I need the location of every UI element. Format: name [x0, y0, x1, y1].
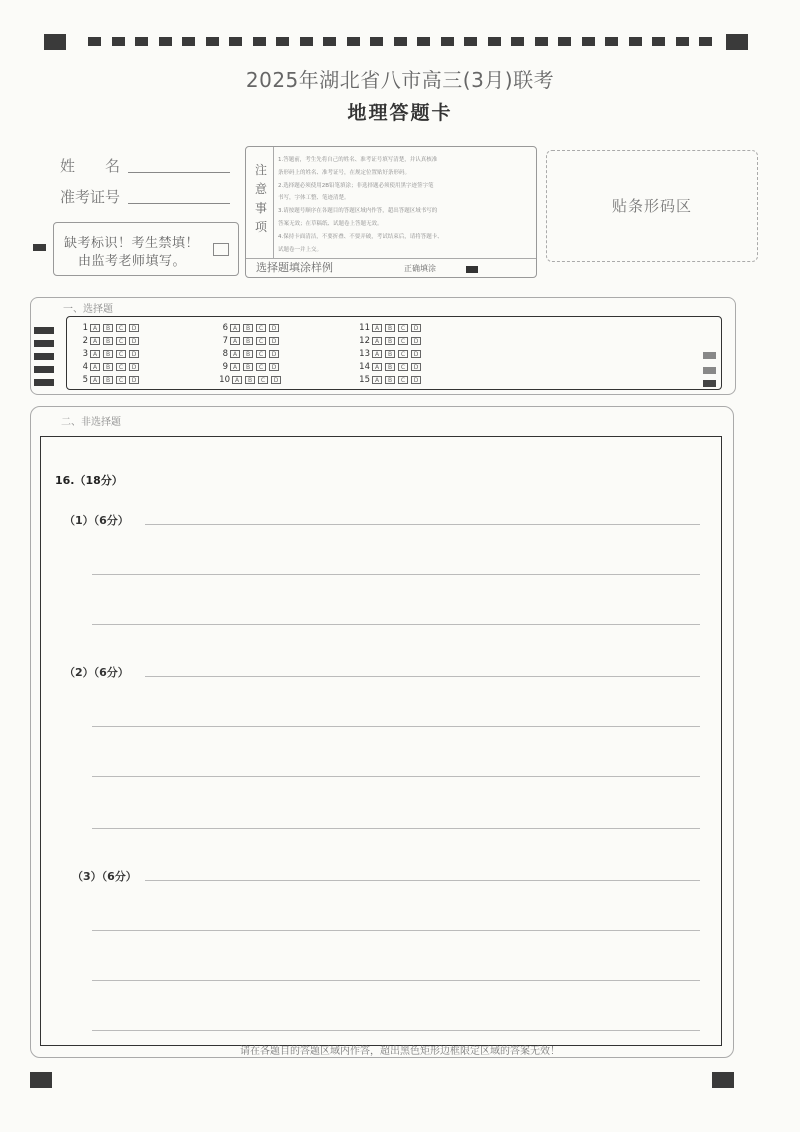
corner-mark-bottom-right: [712, 1072, 734, 1088]
option-bubble-b[interactable]: B: [243, 350, 253, 358]
notice-item: 条形码上的姓名、准考证号，在规定位置贴好条形码。: [278, 169, 411, 176]
side-mark: [33, 244, 46, 251]
option-bubble-b[interactable]: B: [385, 324, 395, 332]
row-mark: [34, 327, 54, 334]
option-bubble-b[interactable]: B: [243, 324, 253, 332]
correct-fill-sample: [466, 266, 478, 273]
option-bubble-d[interactable]: D: [129, 337, 139, 345]
timing-mark: [535, 37, 548, 46]
absence-line1: 缺考标识！考生禁填！: [64, 236, 200, 251]
timing-mark: [135, 37, 148, 46]
answer-line[interactable]: [92, 980, 700, 981]
option-bubble-b[interactable]: B: [245, 376, 255, 384]
choice-question-8: [216, 349, 282, 359]
question-number: 7: [222, 336, 228, 346]
id-label: 准考证号: [60, 188, 121, 206]
choice-question-2: [76, 336, 142, 346]
option-bubble-a[interactable]: A: [230, 337, 240, 345]
timing-mark: [699, 37, 712, 46]
timing-mark: [88, 37, 101, 46]
option-bubble-c[interactable]: C: [398, 324, 408, 332]
option-bubble-d[interactable]: D: [129, 363, 139, 371]
notice-item: 3.请按题号顺序在各题目的答题区域内作答，超出答题区域书写的: [278, 208, 438, 215]
question-number: 4: [82, 362, 88, 372]
option-bubble-a[interactable]: A: [90, 337, 100, 345]
option-bubble-d[interactable]: D: [271, 376, 281, 384]
timing-mark: [112, 37, 125, 46]
option-bubble-a[interactable]: A: [372, 324, 382, 332]
timing-mark: [276, 37, 289, 46]
choice-question-3: [76, 349, 142, 359]
option-bubble-a[interactable]: A: [372, 363, 382, 371]
right-mark: [703, 352, 716, 359]
timing-mark: [605, 37, 618, 46]
answer-line[interactable]: [92, 1030, 700, 1031]
option-bubble-a[interactable]: A: [372, 350, 382, 358]
footer-warning: 请在各题目的答题区域内作答，超出黑色矩形边框限定区域的答案无效！: [240, 1046, 560, 1057]
answer-line[interactable]: [92, 624, 700, 625]
notice-item: 1.答题前，考生先将自己的姓名、准考证号填写清楚，并认真核准: [278, 157, 438, 163]
timing-mark: [253, 37, 266, 46]
timing-mark: [300, 37, 313, 46]
option-bubble-c[interactable]: C: [398, 350, 408, 358]
corner-mark-top-left: [44, 34, 66, 50]
choice-question-10: [216, 375, 284, 385]
option-bubble-c[interactable]: C: [116, 363, 126, 371]
timing-mark: [464, 37, 477, 46]
choice-question-5: [76, 375, 142, 385]
question-number: 1: [82, 323, 88, 333]
option-bubble-a[interactable]: A: [230, 363, 240, 371]
card-title: 地理答题卡: [347, 102, 453, 124]
notice-item: 书写，字体工整、笔迹清楚。: [278, 195, 350, 202]
choice-question-7: [216, 336, 282, 346]
timing-mark: [370, 37, 383, 46]
notice-item: 试题卷一并上交。: [278, 246, 323, 253]
option-bubble-c[interactable]: C: [116, 324, 126, 332]
option-bubble-b[interactable]: B: [103, 363, 113, 371]
question-number: 3: [82, 349, 88, 359]
name-field[interactable]: [128, 172, 230, 173]
question-number: 6: [222, 323, 228, 333]
notice-item: 4.保持卡面清洁，不要折叠、不要弄破，考试结束后，请将答题卡、: [278, 233, 443, 240]
absence-checkbox[interactable]: [213, 243, 229, 256]
option-bubble-b[interactable]: B: [385, 337, 395, 345]
timing-mark: [323, 37, 336, 46]
option-bubble-c[interactable]: C: [116, 350, 126, 358]
notice-item: 2.选择题必须使用2B铅笔填涂；非选择题必须使用黑字迹签字笔: [278, 182, 434, 189]
right-mark: [703, 367, 716, 374]
row-mark: [34, 379, 54, 386]
notice-items: [278, 154, 528, 256]
barcode-area[interactable]: [546, 150, 758, 262]
notice-divider: [273, 147, 274, 259]
option-bubble-a[interactable]: A: [90, 350, 100, 358]
option-bubble-a[interactable]: A: [90, 363, 100, 371]
option-bubble-b[interactable]: B: [385, 376, 395, 384]
timing-mark: [206, 37, 219, 46]
option-bubble-b[interactable]: B: [103, 350, 113, 358]
question-number: 15: [359, 375, 370, 385]
option-bubble-a[interactable]: A: [232, 376, 242, 384]
choice-question-12: [356, 336, 424, 346]
option-bubble-b[interactable]: B: [385, 350, 395, 358]
choice-question-11: [356, 323, 424, 333]
answer-line[interactable]: [145, 880, 700, 881]
option-bubble-d[interactable]: D: [129, 350, 139, 358]
timing-mark: [229, 37, 242, 46]
option-bubble-d[interactable]: D: [411, 350, 421, 358]
answer-area-q16[interactable]: [40, 436, 722, 1046]
option-bubble-b[interactable]: B: [243, 337, 253, 345]
question-number: 8: [222, 349, 228, 359]
option-bubble-a[interactable]: A: [372, 337, 382, 345]
timing-mark: [488, 37, 501, 46]
correct-fill-label: 正确填涂: [404, 264, 436, 273]
timing-mark: [511, 37, 524, 46]
corner-mark-bottom-left: [30, 1072, 52, 1088]
option-bubble-d[interactable]: D: [129, 324, 139, 332]
question-number: 5: [82, 375, 88, 385]
notice-heading: 注 意 事 项: [254, 163, 267, 234]
answer-line[interactable]: [92, 776, 700, 777]
timing-mark: [676, 37, 689, 46]
fill-sample-label: 选择题填涂样例: [256, 261, 333, 274]
row-mark: [34, 353, 54, 360]
answer-line[interactable]: [145, 676, 700, 677]
option-bubble-d[interactable]: D: [269, 363, 279, 371]
option-bubble-c[interactable]: C: [256, 350, 266, 358]
part-1-label: （1）（6分）: [64, 514, 129, 527]
question-number: 13: [359, 349, 370, 359]
notice-box: [245, 146, 537, 278]
option-bubble-d[interactable]: D: [269, 324, 279, 332]
timing-mark: [629, 37, 642, 46]
row-mark: [34, 340, 54, 347]
question-number: 14: [359, 362, 370, 372]
choice-question-9: [216, 362, 282, 372]
id-field[interactable]: [128, 203, 230, 204]
exam-title: 2025年湖北省八市高三(3月)联考: [245, 68, 555, 92]
answer-line[interactable]: [92, 574, 700, 575]
timing-mark: [182, 37, 195, 46]
option-bubble-c[interactable]: C: [256, 363, 266, 371]
timing-marks-top: [88, 37, 712, 46]
question-number: 2: [82, 336, 88, 346]
timing-mark: [417, 37, 430, 46]
answer-line[interactable]: [92, 930, 700, 931]
corner-mark-top-right: [726, 34, 748, 50]
option-bubble-d[interactable]: D: [411, 337, 421, 345]
option-bubble-d[interactable]: D: [129, 376, 139, 384]
section2-label: 二、非选择题: [61, 417, 121, 428]
option-bubble-b[interactable]: B: [103, 324, 113, 332]
option-bubble-d[interactable]: D: [411, 376, 421, 384]
option-bubble-c[interactable]: C: [256, 337, 266, 345]
option-bubble-c[interactable]: C: [398, 337, 408, 345]
barcode-label: 贴条形码区: [611, 197, 692, 215]
right-mark: [703, 380, 716, 387]
option-bubble-a[interactable]: A: [90, 324, 100, 332]
option-bubble-d[interactable]: D: [269, 337, 279, 345]
option-bubble-c[interactable]: C: [398, 363, 408, 371]
choice-question-6: [216, 323, 282, 333]
option-bubble-c[interactable]: C: [116, 376, 126, 384]
timing-mark: [582, 37, 595, 46]
part-3-label: （3）（6分）: [72, 870, 137, 883]
question-number: 10: [219, 375, 230, 385]
absence-line2: 由监考老师填写。: [78, 254, 187, 269]
timing-mark: [558, 37, 571, 46]
option-bubble-c[interactable]: C: [116, 337, 126, 345]
option-bubble-b[interactable]: B: [103, 337, 113, 345]
answer-line[interactable]: [92, 828, 700, 829]
question-number: 11: [359, 323, 370, 333]
answer-line[interactable]: [145, 524, 700, 525]
choice-question-13: [356, 349, 424, 359]
option-bubble-b[interactable]: B: [385, 363, 395, 371]
row-mark: [34, 366, 54, 373]
option-bubble-a[interactable]: A: [372, 376, 382, 384]
choice-question-1: [76, 323, 142, 333]
option-bubble-c[interactable]: C: [256, 324, 266, 332]
question-number: 12: [359, 336, 370, 346]
timing-mark: [347, 37, 360, 46]
question-16-title: 16.（18分）: [55, 474, 123, 487]
absence-box: [53, 222, 239, 276]
option-bubble-d[interactable]: D: [411, 324, 421, 332]
option-bubble-c[interactable]: C: [258, 376, 268, 384]
option-bubble-c[interactable]: C: [398, 376, 408, 384]
option-bubble-a[interactable]: A: [230, 324, 240, 332]
question-number: 9: [222, 362, 228, 372]
part-2-label: （2）（6分）: [64, 666, 129, 679]
notice-item: 答案无效；在草稿纸、试题卷上答题无效。: [278, 220, 383, 227]
choice-question-15: [356, 375, 424, 385]
option-bubble-d[interactable]: D: [269, 350, 279, 358]
option-bubble-a[interactable]: A: [90, 376, 100, 384]
choice-question-4: [76, 362, 142, 372]
choice-question-14: [356, 362, 424, 372]
answer-line[interactable]: [92, 726, 700, 727]
timing-mark: [441, 37, 454, 46]
timing-mark: [394, 37, 407, 46]
option-bubble-b[interactable]: B: [103, 376, 113, 384]
name-label: 姓 名: [60, 157, 121, 175]
option-bubble-b[interactable]: B: [243, 363, 253, 371]
timing-mark: [652, 37, 665, 46]
timing-mark: [159, 37, 172, 46]
option-bubble-a[interactable]: A: [230, 350, 240, 358]
option-bubble-d[interactable]: D: [411, 363, 421, 371]
section1-label: 一、选择题: [63, 304, 113, 315]
